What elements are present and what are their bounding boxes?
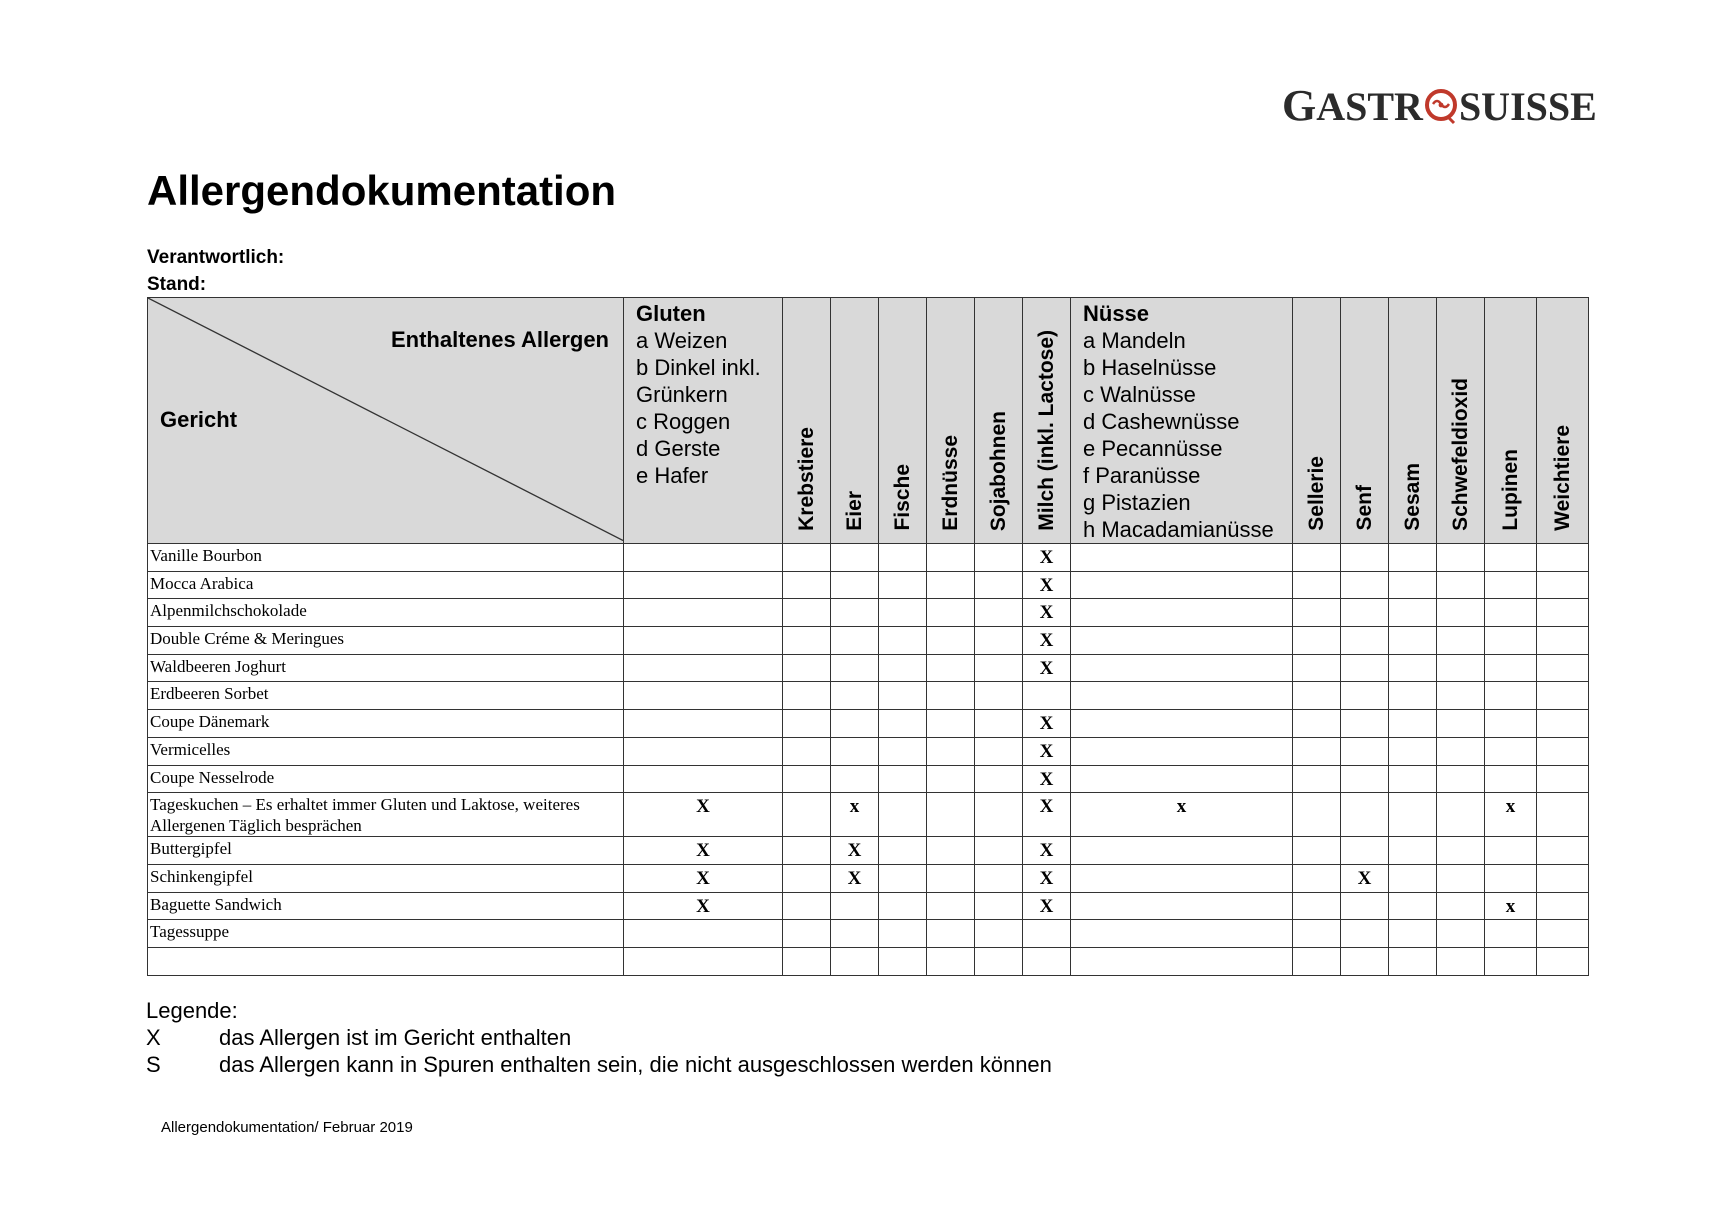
legend-text: das Allergen ist im Gericht enthalten [219,1025,572,1050]
allergen-mark-weich [1537,710,1589,738]
allergen-mark-gluten [624,654,783,682]
allergen-mark-senf [1341,627,1389,655]
allergen-mark-krebs [783,947,831,975]
allergen-mark-erdn [927,737,975,765]
allergen-mark-nuesse: x [1071,793,1293,837]
allergen-mark-fische [879,793,927,837]
col-weichtiere: Weichtiere [1537,298,1589,544]
allergen-mark-gluten [624,947,783,975]
allergen-mark-lupinen [1485,654,1537,682]
header-row [148,298,1589,544]
allergen-mark-soja [975,837,1023,865]
dish-name: Double Créme & Meringues [148,627,624,655]
allergen-mark-gluten [624,571,783,599]
allergen-mark-fische [879,599,927,627]
allergen-mark-senf [1341,599,1389,627]
gluten-item: Grünkern [636,382,728,407]
allergen-mark-gluten [624,599,783,627]
allergen-mark-senf [1341,544,1389,572]
allergen-mark-soja [975,864,1023,892]
nuts-item: g Pistazien [1083,490,1191,515]
gluten-item: c Roggen [636,409,731,434]
allergen-mark-lupinen [1485,920,1537,948]
dish-name: Mocca Arabica [148,571,624,599]
allergen-mark-fische [879,710,927,738]
allergen-mark-gluten: X [624,793,783,837]
col-eier: Eier [831,298,879,544]
allergen-mark-schwefel [1437,920,1485,948]
nuts-item: e Pecannüsse [1083,436,1223,461]
nuts-header [1071,298,1293,544]
allergen-mark-nuesse [1071,864,1293,892]
allergen-mark-krebs [783,765,831,793]
allergen-mark-erdn [927,892,975,920]
allergen-mark-nuesse [1071,837,1293,865]
allergen-mark-schwefel [1437,765,1485,793]
allergen-mark-nuesse [1071,947,1293,975]
dish-name: Buttergipfel [148,837,624,865]
allergen-mark-nuesse [1071,710,1293,738]
allergen-mark-sesam [1389,544,1437,572]
allergen-mark-gluten [624,765,783,793]
col-senf: Senf [1341,298,1389,544]
allergen-mark-fische [879,737,927,765]
allergen-mark-nuesse [1071,682,1293,710]
dish-name: Schinkengipfel [148,864,624,892]
allergen-mark-milch: X [1023,892,1071,920]
allergen-mark-sellerie [1293,737,1341,765]
gastrosuisse-logo [1282,82,1597,130]
allergen-mark-eier: X [831,864,879,892]
allergen-mark-nuesse [1071,544,1293,572]
dish-name: Erdbeeren Sorbet [148,682,624,710]
allergen-mark-krebs [783,710,831,738]
dish-name: Coupe Dänemark [148,710,624,738]
allergen-mark-senf [1341,710,1389,738]
responsible-label: Verantwortlich: [147,247,285,268]
allergen-mark-nuesse [1071,765,1293,793]
allergen-mark-milch: X [1023,599,1071,627]
allergen-mark-sesam [1389,947,1437,975]
allergen-mark-eier [831,654,879,682]
allergen-mark-fische [879,571,927,599]
allergen-mark-senf [1341,793,1389,837]
allergen-mark-weich [1537,793,1589,837]
allergen-mark-schwefel [1437,571,1485,599]
allergen-mark-krebs [783,682,831,710]
allergen-mark-lupinen [1485,864,1537,892]
allergen-mark-krebs [783,737,831,765]
allergen-mark-fische [879,627,927,655]
allergen-mark-milch [1023,920,1071,948]
col-sojabohnen: Sojabohnen [975,298,1023,544]
allergen-mark-schwefel [1437,793,1485,837]
dish-name: Vermicelles [148,737,624,765]
allergen-mark-erdn [927,920,975,948]
allergen-mark-sellerie [1293,627,1341,655]
allergen-mark-eier [831,710,879,738]
table-row [148,571,1589,599]
allergen-mark-soja [975,920,1023,948]
allergen-mark-krebs [783,920,831,948]
allergen-mark-erdn [927,864,975,892]
nuts-item: b Haselnüsse [1083,355,1217,380]
allergen-mark-eier [831,947,879,975]
gluten-item: e Hafer [636,463,709,488]
allergen-mark-erdn [927,765,975,793]
allergen-mark-sellerie [1293,571,1341,599]
allergen-mark-schwefel [1437,710,1485,738]
gluten-header [624,298,783,544]
allergen-mark-lupinen [1485,710,1537,738]
allergen-mark-sesam [1389,892,1437,920]
allergen-mark-sellerie [1293,682,1341,710]
allergen-mark-gluten: X [624,837,783,865]
allergen-mark-fische [879,864,927,892]
allergen-mark-milch: X [1023,627,1071,655]
allergen-mark-gluten: X [624,892,783,920]
table-row [148,544,1589,572]
allergen-mark-milch [1023,682,1071,710]
allergen-mark-milch: X [1023,654,1071,682]
dish-name: Tagessuppe [148,920,624,948]
table-row [148,837,1589,865]
allergen-mark-gluten [624,682,783,710]
allergen-mark-nuesse [1071,654,1293,682]
allergen-mark-eier [831,737,879,765]
allergen-mark-erdn [927,710,975,738]
allergen-mark-sellerie [1293,837,1341,865]
allergen-mark-erdn [927,599,975,627]
allergen-mark-weich [1537,920,1589,948]
allergen-mark-sesam [1389,654,1437,682]
col-sellerie: Sellerie [1293,298,1341,544]
allergen-mark-milch: X [1023,837,1071,865]
allergen-mark-gluten: X [624,864,783,892]
legend-item [146,1051,1052,1078]
table-row [148,947,1589,975]
allergen-mark-eier [831,892,879,920]
table-row [148,654,1589,682]
col-schwefeldioxid: Schwefeldioxid [1437,298,1485,544]
allergen-mark-soja [975,571,1023,599]
allergen-mark-krebs [783,544,831,572]
allergen-mark-milch: X [1023,864,1071,892]
allergen-mark-krebs [783,864,831,892]
allergen-mark-erdn [927,793,975,837]
allergen-mark-erdn [927,837,975,865]
allergen-mark-milch: X [1023,571,1071,599]
allergen-mark-lupinen [1485,544,1537,572]
nuts-title: Nüsse [1083,301,1150,326]
allergen-mark-sellerie [1293,947,1341,975]
allergen-mark-senf [1341,654,1389,682]
allergen-mark-soja [975,793,1023,837]
allergen-mark-sesam [1389,864,1437,892]
allergen-mark-sesam [1389,737,1437,765]
allergen-mark-milch: X [1023,765,1071,793]
gluten-title: Gluten [636,301,706,326]
col-erdnuesse: Erdnüsse [927,298,975,544]
nuts-item: d Cashewnüsse [1083,409,1240,434]
allergen-mark-milch: X [1023,793,1071,837]
logo-text-part: SUISSE [1458,84,1597,129]
dish-axis-label: Gericht [160,407,238,432]
allergen-mark-soja [975,627,1023,655]
gluten-item: b Dinkel inkl. [636,355,761,380]
table-body [148,544,1589,976]
nuts-item: c Walnüsse [1083,382,1196,407]
allergen-mark-lupinen [1485,737,1537,765]
corner-header [148,298,624,544]
allergen-mark-sesam [1389,793,1437,837]
logo-text-part: ASTR [1316,84,1423,129]
allergen-mark-senf [1341,737,1389,765]
allergen-mark-sesam [1389,710,1437,738]
allergen-mark-weich [1537,571,1589,599]
allergen-mark-sesam [1389,627,1437,655]
allergen-mark-weich [1537,682,1589,710]
legend [146,997,1052,1078]
allergen-mark-weich [1537,947,1589,975]
allergen-mark-soja [975,947,1023,975]
allergen-mark-gluten [624,627,783,655]
dish-name: Coupe Nesselrode [148,765,624,793]
allergen-mark-senf [1341,765,1389,793]
table-row [148,710,1589,738]
allergen-mark-sellerie [1293,544,1341,572]
gastrosuisse-emblem-icon [1424,86,1458,126]
allergen-mark-erdn [927,627,975,655]
allergen-mark-schwefel [1437,837,1485,865]
allergen-mark-schwefel [1437,599,1485,627]
allergen-mark-krebs [783,599,831,627]
allergen-mark-senf [1341,571,1389,599]
allergen-mark-sellerie [1293,654,1341,682]
allergen-mark-weich [1537,627,1589,655]
allergen-mark-nuesse [1071,627,1293,655]
allergen-mark-gluten [624,710,783,738]
allergen-mark-erdn [927,654,975,682]
allergen-mark-sesam [1389,920,1437,948]
allergen-mark-sellerie [1293,892,1341,920]
table-row [148,627,1589,655]
allergen-mark-milch: X [1023,710,1071,738]
allergen-mark-lupinen [1485,837,1537,865]
gluten-item: d Gerste [636,436,721,461]
allergen-mark-schwefel [1437,864,1485,892]
allergen-mark-schwefel [1437,892,1485,920]
allergen-mark-eier [831,765,879,793]
allergen-mark-milch: X [1023,737,1071,765]
allergen-mark-eier [831,627,879,655]
nuts-item: h Macadamianüsse [1083,517,1274,542]
allergen-axis-label: Enthaltenes Allergen [390,327,609,352]
allergen-mark-weich [1537,837,1589,865]
allergen-mark-eier: X [831,837,879,865]
allergen-mark-eier: x [831,793,879,837]
table-row [148,892,1589,920]
allergen-mark-erdn [927,571,975,599]
allergen-mark-sesam [1389,837,1437,865]
allergen-table [147,297,1589,976]
col-sesam: Sesam [1389,298,1437,544]
allergen-mark-nuesse [1071,920,1293,948]
table-row [148,864,1589,892]
allergen-mark-sellerie [1293,920,1341,948]
gluten-item: a Weizen [636,328,728,353]
allergen-mark-nuesse [1071,599,1293,627]
nuts-item: f Paranüsse [1083,463,1201,488]
allergen-mark-fische [879,682,927,710]
allergen-mark-gluten [624,920,783,948]
dish-name [148,947,624,975]
allergen-mark-krebs [783,892,831,920]
allergen-mark-sellerie [1293,864,1341,892]
allergen-mark-fische [879,654,927,682]
allergen-mark-sesam [1389,599,1437,627]
col-fische: Fische [879,298,927,544]
table-row [148,737,1589,765]
allergen-mark-schwefel [1437,544,1485,572]
allergen-mark-eier [831,682,879,710]
allergen-mark-fische [879,947,927,975]
col-krebstiere: Krebstiere [783,298,831,544]
allergen-mark-sellerie [1293,793,1341,837]
allergen-mark-krebs [783,571,831,599]
allergen-mark-krebs [783,627,831,655]
allergen-mark-lupinen [1485,947,1537,975]
allergen-mark-erdn [927,947,975,975]
table-row [148,793,1589,837]
allergen-mark-schwefel [1437,737,1485,765]
dish-name: Alpenmilchschokolade [148,599,624,627]
allergen-mark-weich [1537,737,1589,765]
allergen-mark-gluten [624,544,783,572]
allergen-mark-sesam [1389,682,1437,710]
allergen-mark-krebs [783,793,831,837]
allergen-mark-lupinen [1485,627,1537,655]
allergen-mark-schwefel [1437,682,1485,710]
allergen-mark-nuesse [1071,571,1293,599]
allergen-mark-fische [879,544,927,572]
allergen-mark-soja [975,710,1023,738]
dish-name: Tageskuchen – Es erhaltet immer Gluten und Laktose, weiteres Allergenen Täglich besprächen [148,793,624,837]
allergen-mark-sellerie [1293,765,1341,793]
legend-item [146,1024,1052,1051]
dish-name: Vanille Bourbon [148,544,624,572]
legend-key: S [146,1052,161,1077]
allergen-mark-senf [1341,920,1389,948]
allergen-mark-lupinen: x [1485,793,1537,837]
table-row [148,599,1589,627]
allergen-mark-soja [975,765,1023,793]
legend-title: Legende: [146,998,238,1023]
allergen-mark-milch: X [1023,544,1071,572]
allergen-mark-eier [831,920,879,948]
allergen-mark-weich [1537,864,1589,892]
allergen-mark-erdn [927,544,975,572]
allergen-mark-schwefel [1437,627,1485,655]
allergen-mark-gluten [624,737,783,765]
allergen-mark-lupinen: x [1485,892,1537,920]
dish-name: Baguette Sandwich [148,892,624,920]
allergen-mark-nuesse [1071,892,1293,920]
allergen-mark-sesam [1389,571,1437,599]
legend-text: das Allergen kann in Spuren enthalten sein, die nicht ausgeschlossen werden können [219,1052,1052,1077]
col-milch: Milch (inkl. Lactose) [1023,298,1071,544]
allergen-mark-soja [975,737,1023,765]
allergen-mark-weich [1537,544,1589,572]
allergen-mark-lupinen [1485,571,1537,599]
allergen-mark-schwefel [1437,654,1485,682]
dish-name: Waldbeeren Joghurt [148,654,624,682]
allergen-mark-lupinen [1485,599,1537,627]
allergen-mark-sellerie [1293,599,1341,627]
allergen-mark-senf [1341,947,1389,975]
table-row [148,765,1589,793]
allergen-mark-nuesse [1071,737,1293,765]
allergen-mark-fische [879,765,927,793]
allergen-mark-krebs [783,837,831,865]
allergen-mark-soja [975,892,1023,920]
allergen-mark-milch [1023,947,1071,975]
date-label: Stand: [147,274,207,295]
allergen-mark-senf: X [1341,864,1389,892]
allergen-mark-lupinen [1485,765,1537,793]
allergen-mark-weich [1537,654,1589,682]
allergen-mark-sellerie [1293,710,1341,738]
allergen-mark-lupinen [1485,682,1537,710]
allergen-mark-weich [1537,599,1589,627]
allergen-mark-soja [975,654,1023,682]
page-title: Allergendokumentation [147,167,617,214]
logo-text-part: G [1282,81,1317,130]
col-lupinen: Lupinen [1485,298,1537,544]
allergen-mark-eier [831,544,879,572]
allergen-mark-eier [831,599,879,627]
footer: Allergendokumentation/ Februar 2019 [161,1119,413,1136]
nuts-item: a Mandeln [1083,328,1186,353]
table-row [148,920,1589,948]
allergen-mark-fische [879,892,927,920]
allergen-mark-senf [1341,837,1389,865]
allergen-mark-fische [879,920,927,948]
allergen-mark-senf [1341,892,1389,920]
table-row [148,682,1589,710]
allergen-mark-weich [1537,892,1589,920]
allergen-mark-soja [975,682,1023,710]
allergen-mark-krebs [783,654,831,682]
allergen-mark-soja [975,544,1023,572]
allergen-mark-soja [975,599,1023,627]
allergen-mark-senf [1341,682,1389,710]
allergen-mark-sesam [1389,765,1437,793]
allergen-mark-schwefel [1437,947,1485,975]
allergen-mark-eier [831,571,879,599]
allergen-mark-erdn [927,682,975,710]
allergen-mark-fische [879,837,927,865]
legend-key: X [146,1025,161,1050]
allergen-mark-weich [1537,765,1589,793]
